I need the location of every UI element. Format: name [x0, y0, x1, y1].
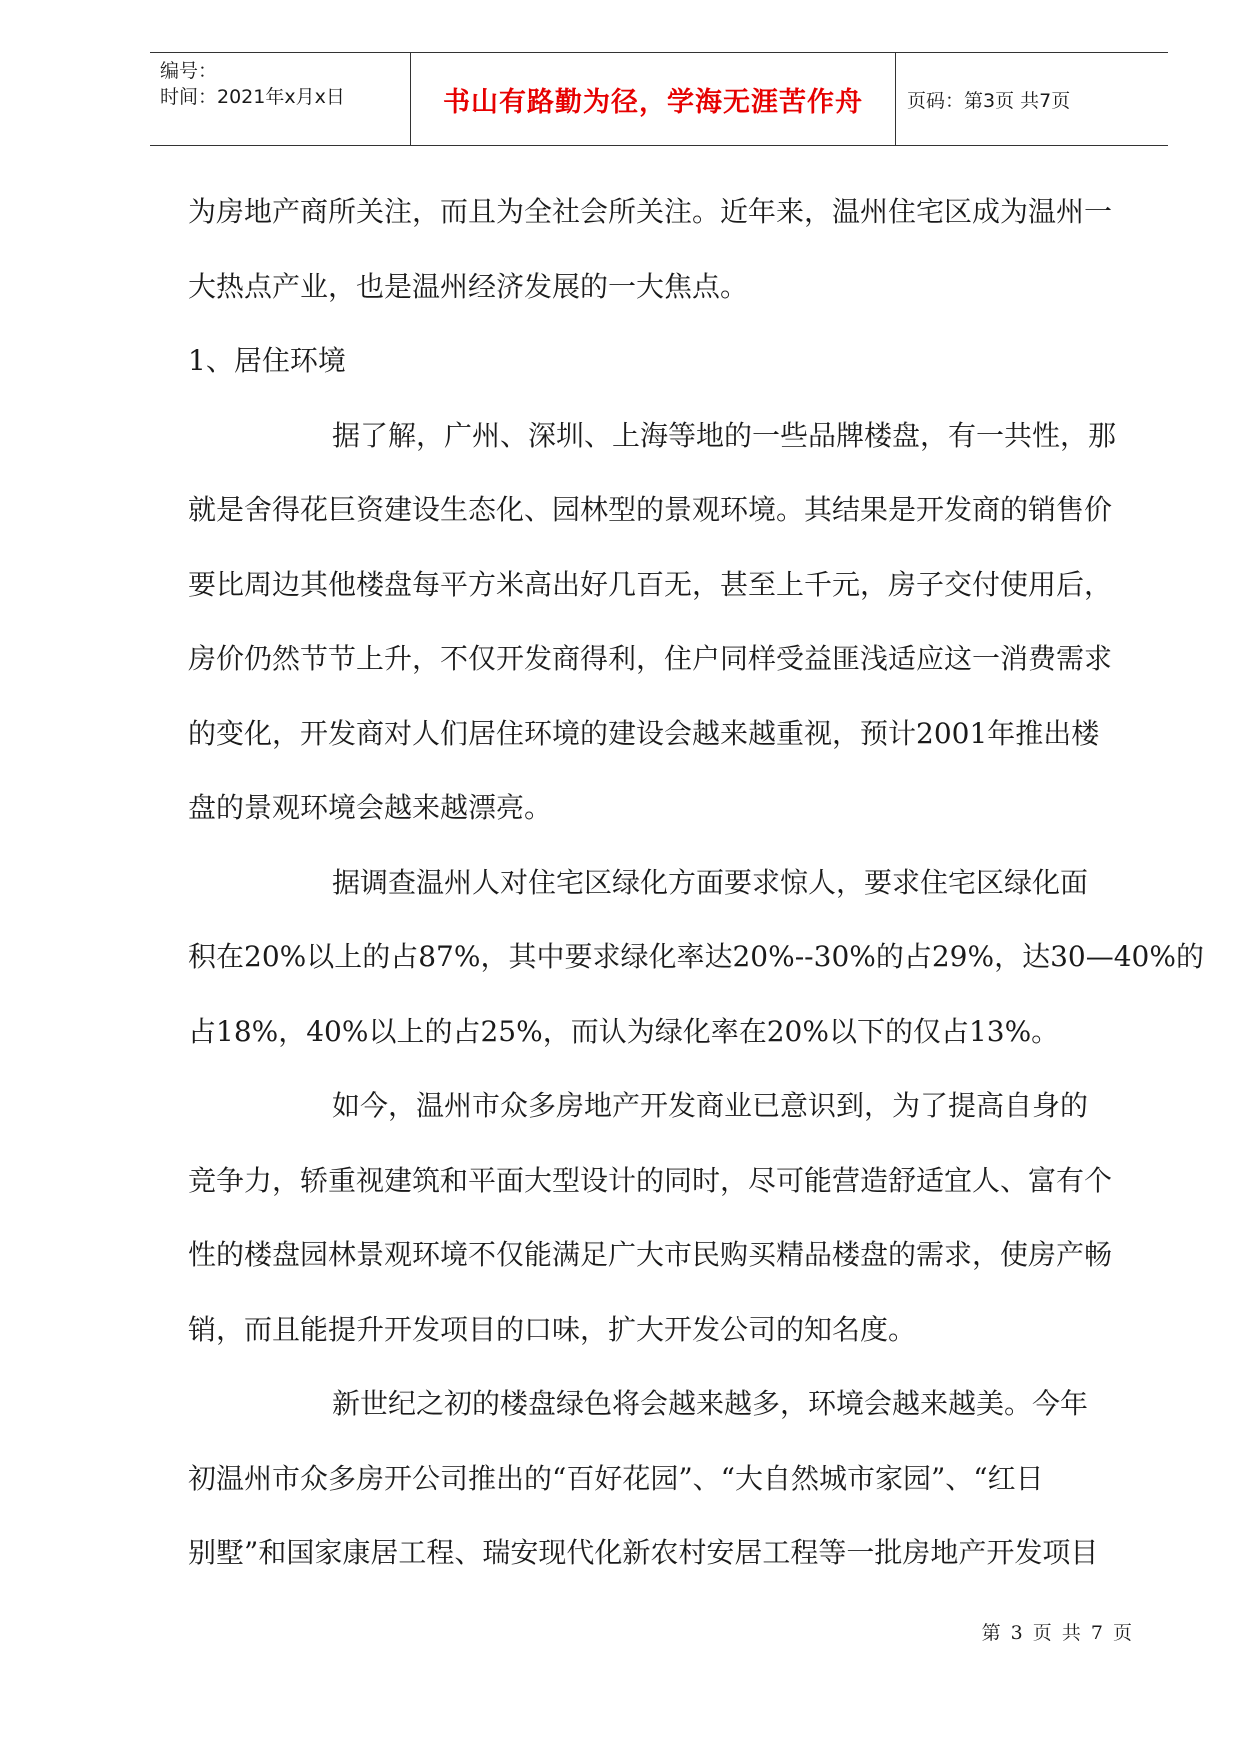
body-line: 大热点产业，也是温州经济发展的一大焦点。	[188, 269, 749, 303]
document-header	[150, 52, 1168, 146]
body-line: 盘的景观环境会越来越漂亮。	[188, 791, 553, 824]
page-footer: 第 3 页 共 7 页	[981, 1622, 1134, 1644]
body-line: 据了解，广州、深圳、上海等地的一些品牌楼盘，有一共性，那	[332, 418, 1117, 452]
section-heading: 1、居住环境	[188, 344, 346, 377]
document-number-label: 编号：	[160, 60, 218, 82]
body-line: 据调查温州人对住宅区绿化方面要求惊人，要求住宅区绿化面	[332, 865, 1089, 899]
body-line: 新世纪之初的楼盘绿色将会越来越多，环境会越来越美。今年	[332, 1387, 1089, 1420]
body-line: 的变化，开发商对人们居住环境的建设会越来越重视，预计2001年推出楼	[188, 716, 1100, 750]
body-line: 占18%，40%以上的占25%，而认为绿化率在20%以下的仅占13%。	[188, 1014, 1060, 1048]
body-line: 为房地产商所关注，而且为全社会所关注。近年来，温州住宅区成为温州一	[188, 195, 1113, 228]
body-line: 竞争力，轿重视建筑和平面大型设计的同时，尽可能营造舒适宜人、富有个	[188, 1163, 1113, 1197]
body-line: 积在20%以上的占87%，其中要求绿化率达20%--30%的占29%，达30—40%的	[188, 940, 1204, 973]
body-line: 要比周边其他楼盘每平方米高出好几百无，甚至上千元，房子交付使用后，	[188, 567, 1113, 601]
body-line: 别墅”和国家康居工程、瑞安现代化新农村安居工程等一批房地产开发项目	[188, 1536, 1099, 1569]
body-line: 销，而且能提升开发项目的口味，扩大开发公司的知名度。	[188, 1312, 917, 1346]
header-page-label: 页码：第3页 共7页	[907, 89, 1071, 112]
document-body	[188, 175, 1204, 1591]
body-line: 就是舍得花巨资建设生态化、园林型的景观环境。其结果是开发商的销售价	[188, 493, 1113, 526]
document-time-label: 时间：2021年x月x日	[160, 86, 345, 108]
header-motto: 书山有路勤为径，学海无涯苦作舟	[410, 53, 896, 145]
body-line: 房价仍然节节上升，不仅开发商得利，住户同样受益匪浅适应这一消费需求	[188, 642, 1113, 675]
body-line: 如今，温州市众多房地产开发商业已意识到，为了提高自身的	[332, 1089, 1089, 1122]
body-line: 初温州市众多房开公司推出的“百好花园”、“大自然城市家园”、“红日	[188, 1461, 1044, 1495]
body-line: 性的楼盘园林景观环境不仅能满足广大市民购买精品楼盘的需求，使房产畅	[188, 1238, 1113, 1271]
